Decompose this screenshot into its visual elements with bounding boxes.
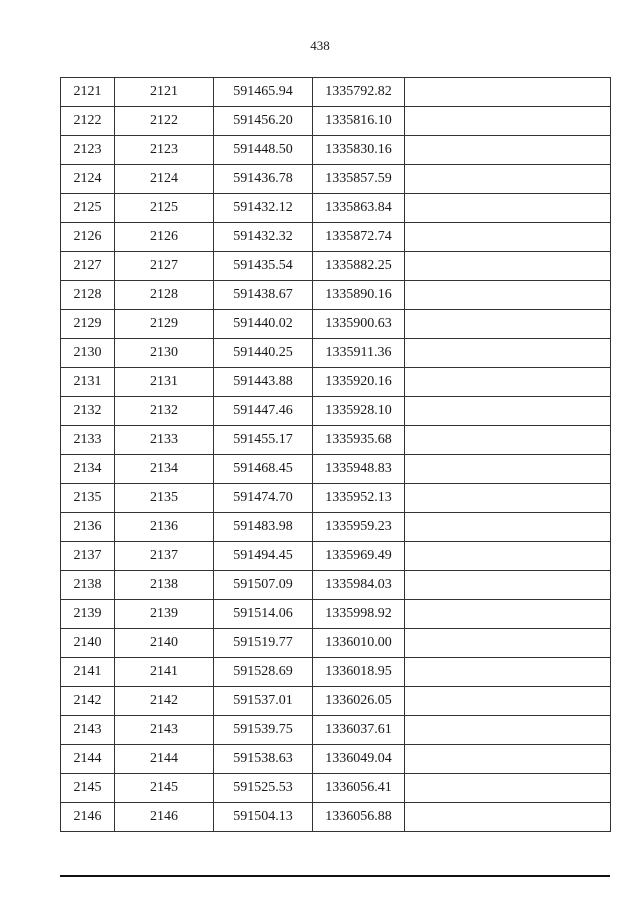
point-id-cell: 2124 [61,165,115,194]
point-id-cell: 2125 [61,194,115,223]
y-coordinate-cell: 1335984.03 [313,571,405,600]
table-row [61,78,611,107]
point-number-cell: 2129 [115,310,214,339]
y-coordinate-cell: 1336026.05 [313,687,405,716]
note-cell [405,687,611,716]
x-coordinate-cell: 591514.06 [214,600,313,629]
x-coordinate-cell: 591455.17 [214,426,313,455]
note-cell [405,281,611,310]
footer-rule [60,875,610,877]
point-id-cell: 2122 [61,107,115,136]
y-coordinate-cell: 1335900.63 [313,310,405,339]
note-cell [405,252,611,281]
point-id-cell: 2128 [61,281,115,310]
note-cell [405,223,611,252]
note-cell [405,107,611,136]
x-coordinate-cell: 591447.46 [214,397,313,426]
x-coordinate-cell: 591483.98 [214,513,313,542]
point-id-cell: 2141 [61,658,115,687]
point-id-cell: 2129 [61,310,115,339]
table-row [61,136,611,165]
x-coordinate-cell: 591436.78 [214,165,313,194]
y-coordinate-cell: 1335911.36 [313,339,405,368]
note-cell [405,600,611,629]
x-coordinate-cell: 591448.50 [214,136,313,165]
point-id-cell: 2146 [61,803,115,832]
x-coordinate-cell: 591432.12 [214,194,313,223]
y-coordinate-cell: 1335872.74 [313,223,405,252]
point-number-cell: 2126 [115,223,214,252]
x-coordinate-cell: 591456.20 [214,107,313,136]
point-number-cell: 2146 [115,803,214,832]
point-id-cell: 2144 [61,745,115,774]
table-row [61,310,611,339]
note-cell [405,368,611,397]
x-coordinate-cell: 591504.13 [214,803,313,832]
x-coordinate-cell: 591525.53 [214,774,313,803]
y-coordinate-cell: 1335882.25 [313,252,405,281]
note-cell [405,658,611,687]
note-cell [405,78,611,107]
y-coordinate-cell: 1336018.95 [313,658,405,687]
point-number-cell: 2142 [115,687,214,716]
note-cell [405,310,611,339]
point-number-cell: 2145 [115,774,214,803]
table-row [61,600,611,629]
y-coordinate-cell: 1335863.84 [313,194,405,223]
point-id-cell: 2130 [61,339,115,368]
point-id-cell: 2136 [61,513,115,542]
note-cell [405,513,611,542]
point-number-cell: 2138 [115,571,214,600]
note-cell [405,397,611,426]
point-number-cell: 2124 [115,165,214,194]
x-coordinate-cell: 591519.77 [214,629,313,658]
point-number-cell: 2135 [115,484,214,513]
note-cell [405,455,611,484]
point-number-cell: 2121 [115,78,214,107]
note-cell [405,194,611,223]
y-coordinate-cell: 1335890.16 [313,281,405,310]
y-coordinate-cell: 1336037.61 [313,716,405,745]
point-id-cell: 2127 [61,252,115,281]
table-row [61,571,611,600]
point-id-cell: 2126 [61,223,115,252]
point-number-cell: 2141 [115,658,214,687]
x-coordinate-cell: 591528.69 [214,658,313,687]
point-id-cell: 2138 [61,571,115,600]
note-cell [405,136,611,165]
y-coordinate-cell: 1336056.41 [313,774,405,803]
point-id-cell: 2133 [61,426,115,455]
x-coordinate-cell: 591538.63 [214,745,313,774]
point-number-cell: 2130 [115,339,214,368]
table-body [61,78,611,832]
point-id-cell: 2123 [61,136,115,165]
note-cell [405,426,611,455]
x-coordinate-cell: 591468.45 [214,455,313,484]
x-coordinate-cell: 591435.54 [214,252,313,281]
point-number-cell: 2128 [115,281,214,310]
y-coordinate-cell: 1335952.13 [313,484,405,513]
note-cell [405,339,611,368]
table-row [61,484,611,513]
point-number-cell: 2122 [115,107,214,136]
table-row [61,281,611,310]
point-number-cell: 2140 [115,629,214,658]
point-id-cell: 2145 [61,774,115,803]
table-row [61,426,611,455]
point-id-cell: 2132 [61,397,115,426]
x-coordinate-cell: 591440.25 [214,339,313,368]
x-coordinate-cell: 591465.94 [214,78,313,107]
point-number-cell: 2137 [115,542,214,571]
point-id-cell: 2143 [61,716,115,745]
table-row [61,716,611,745]
point-number-cell: 2123 [115,136,214,165]
x-coordinate-cell: 591539.75 [214,716,313,745]
note-cell [405,774,611,803]
table-row [61,397,611,426]
x-coordinate-cell: 591537.01 [214,687,313,716]
note-cell [405,571,611,600]
table-row [61,339,611,368]
table-row [61,368,611,397]
x-coordinate-cell: 591507.09 [214,571,313,600]
table-row [61,774,611,803]
x-coordinate-cell: 591438.67 [214,281,313,310]
note-cell [405,803,611,832]
y-coordinate-cell: 1335959.23 [313,513,405,542]
table-row [61,658,611,687]
table-row [61,194,611,223]
point-id-cell: 2131 [61,368,115,397]
y-coordinate-cell: 1335969.49 [313,542,405,571]
note-cell [405,716,611,745]
point-number-cell: 2125 [115,194,214,223]
y-coordinate-cell: 1335792.82 [313,78,405,107]
table-row [61,252,611,281]
point-id-cell: 2134 [61,455,115,484]
table-row [61,165,611,194]
point-id-cell: 2137 [61,542,115,571]
table-row [61,513,611,542]
y-coordinate-cell: 1336049.04 [313,745,405,774]
point-id-cell: 2121 [61,78,115,107]
point-number-cell: 2127 [115,252,214,281]
table-row [61,803,611,832]
table-row [61,542,611,571]
note-cell [405,165,611,194]
table-row [61,223,611,252]
point-number-cell: 2143 [115,716,214,745]
note-cell [405,542,611,571]
point-number-cell: 2144 [115,745,214,774]
y-coordinate-cell: 1335830.16 [313,136,405,165]
point-id-cell: 2135 [61,484,115,513]
x-coordinate-cell: 591432.32 [214,223,313,252]
point-number-cell: 2131 [115,368,214,397]
x-coordinate-cell: 591494.45 [214,542,313,571]
page-number: 438 [310,38,330,53]
point-number-cell: 2134 [115,455,214,484]
point-number-cell: 2132 [115,397,214,426]
table-row [61,107,611,136]
y-coordinate-cell: 1335948.83 [313,455,405,484]
table-row [61,745,611,774]
y-coordinate-cell: 1336056.88 [313,803,405,832]
point-id-cell: 2139 [61,600,115,629]
point-id-cell: 2140 [61,629,115,658]
y-coordinate-cell: 1335816.10 [313,107,405,136]
point-number-cell: 2133 [115,426,214,455]
x-coordinate-cell: 591474.70 [214,484,313,513]
y-coordinate-cell: 1335998.92 [313,600,405,629]
point-number-cell: 2139 [115,600,214,629]
y-coordinate-cell: 1335928.10 [313,397,405,426]
y-coordinate-cell: 1335935.68 [313,426,405,455]
y-coordinate-cell: 1335857.59 [313,165,405,194]
point-number-cell: 2136 [115,513,214,542]
table-row [61,687,611,716]
table-row [61,629,611,658]
table-row [61,455,611,484]
coordinates-table [60,77,611,832]
x-coordinate-cell: 591440.02 [214,310,313,339]
note-cell [405,745,611,774]
note-cell [405,484,611,513]
y-coordinate-cell: 1335920.16 [313,368,405,397]
note-cell [405,629,611,658]
y-coordinate-cell: 1336010.00 [313,629,405,658]
x-coordinate-cell: 591443.88 [214,368,313,397]
point-id-cell: 2142 [61,687,115,716]
